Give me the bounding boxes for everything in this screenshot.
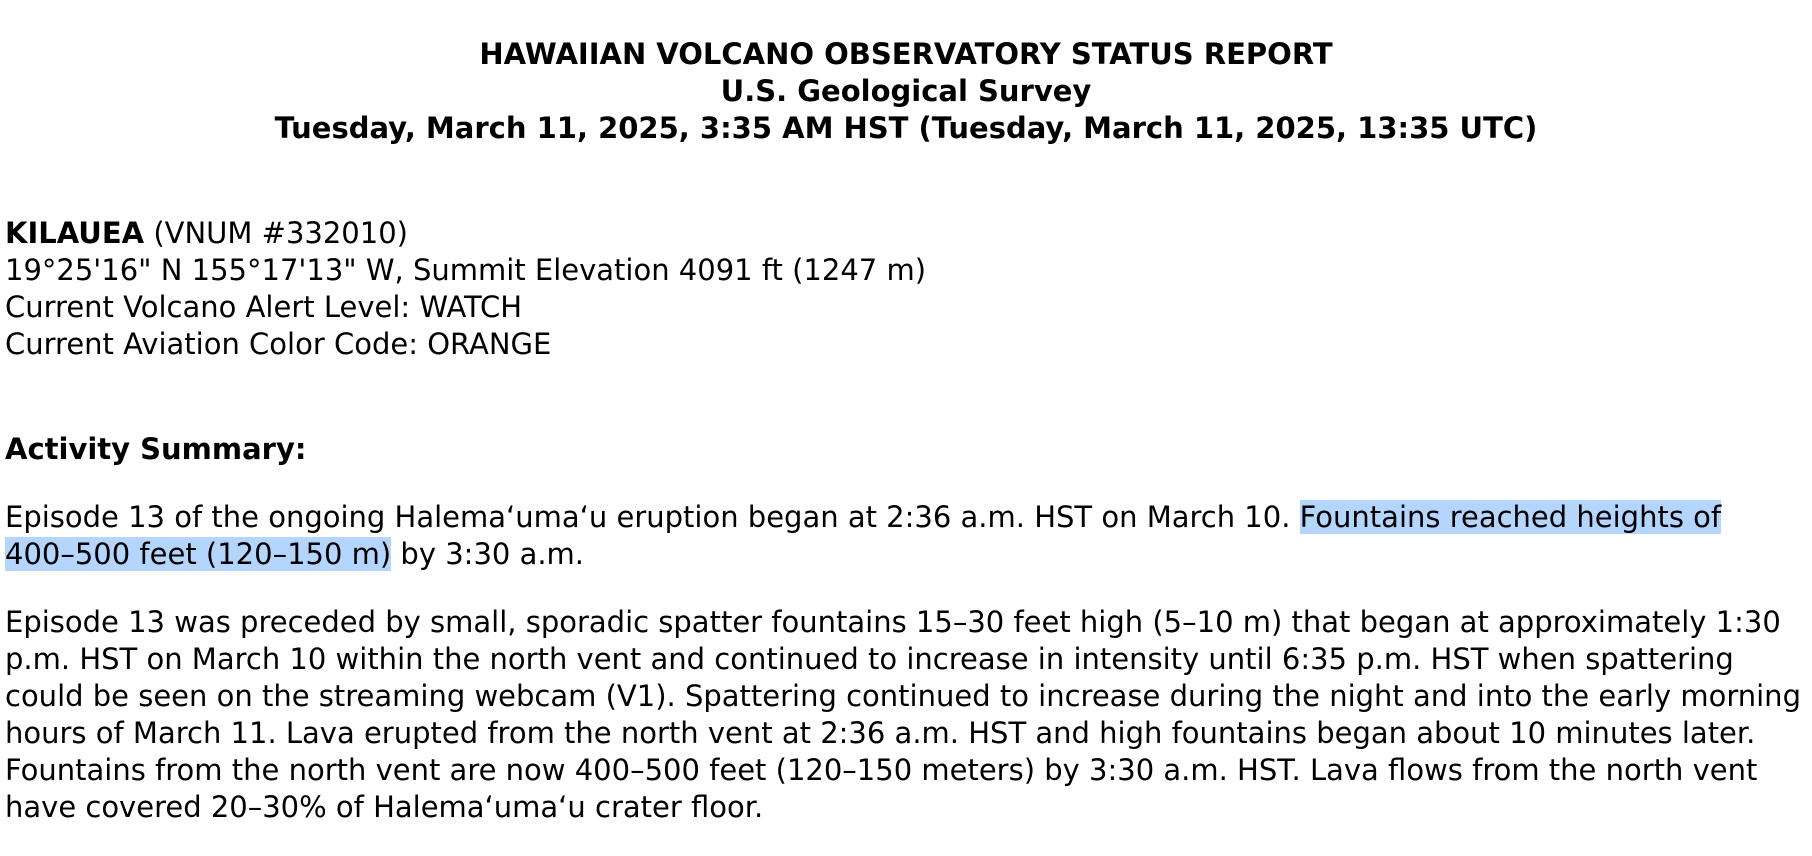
- volcano-name-line: [5, 215, 926, 252]
- paragraph-line: Episode 13 was preceded by small, sporadic spatter fountains 15–30 feet high (5–10 m) that began at approximately 1:30: [5, 605, 1781, 639]
- report-datetime: Tuesday, March 11, 2025, 3:35 AM HST (Tuesday, March 11, 2025, 13:35 UTC): [274, 111, 1538, 145]
- volcano-location: 19°25'16" N 155°17'13" W, Summit Elevation 4091 ft (1247 m): [5, 253, 927, 287]
- paragraph-line: could be seen on the streaming webcam (V1). Spattering continued to increase during the night and into the early morning: [5, 679, 1801, 713]
- selected-text: 400–500 feet (120–150 m): [5, 537, 392, 571]
- volcano-alert-level: Current Volcano Alert Level: WATCH: [5, 290, 523, 324]
- paragraph-text: Episode 13 of the ongoing Halemaʻumaʻu eruption began at 2:36 a.m. HST on March 10.: [5, 500, 1300, 534]
- paragraph-line: [5, 499, 1721, 536]
- report-header: [0, 36, 1812, 147]
- paragraph-line: [5, 536, 1721, 573]
- paragraph-line: p.m. HST on March 10 within the north vent and continued to increase in intensity until 6:35 p.m. HST when spattering: [5, 642, 1734, 676]
- paragraph-line: hours of March 11. Lava erupted from the north vent at 2:36 a.m. HST and high fountains began about 10 minutes later.: [5, 716, 1756, 750]
- report-title: HAWAIIAN VOLCANO OBSERVATORY STATUS REPORT: [479, 37, 1333, 71]
- paragraph-line: Fountains from the north vent are now 400–500 feet (120–150 meters) by 3:30 a.m. HST. Lava flows from the north vent: [5, 753, 1758, 787]
- selected-text: Fountains reached heights of: [1299, 500, 1722, 534]
- activity-paragraph-1[interactable]: [5, 499, 1721, 573]
- volcano-name: KILAUEA: [5, 216, 145, 250]
- volcano-vnum: (VNUM #332010): [144, 216, 408, 250]
- paragraph-line: have covered 20–30% of Halemaʻumaʻu crater floor.: [5, 790, 764, 824]
- activity-summary-heading: Activity Summary:: [5, 432, 307, 466]
- volcano-info: [5, 215, 926, 363]
- agency-name: U.S. Geological Survey: [720, 74, 1092, 108]
- paragraph-text: by 3:30 a.m.: [391, 537, 585, 571]
- aviation-color-code: Current Aviation Color Code: ORANGE: [5, 327, 552, 361]
- activity-paragraph-2[interactable]: [5, 604, 1801, 826]
